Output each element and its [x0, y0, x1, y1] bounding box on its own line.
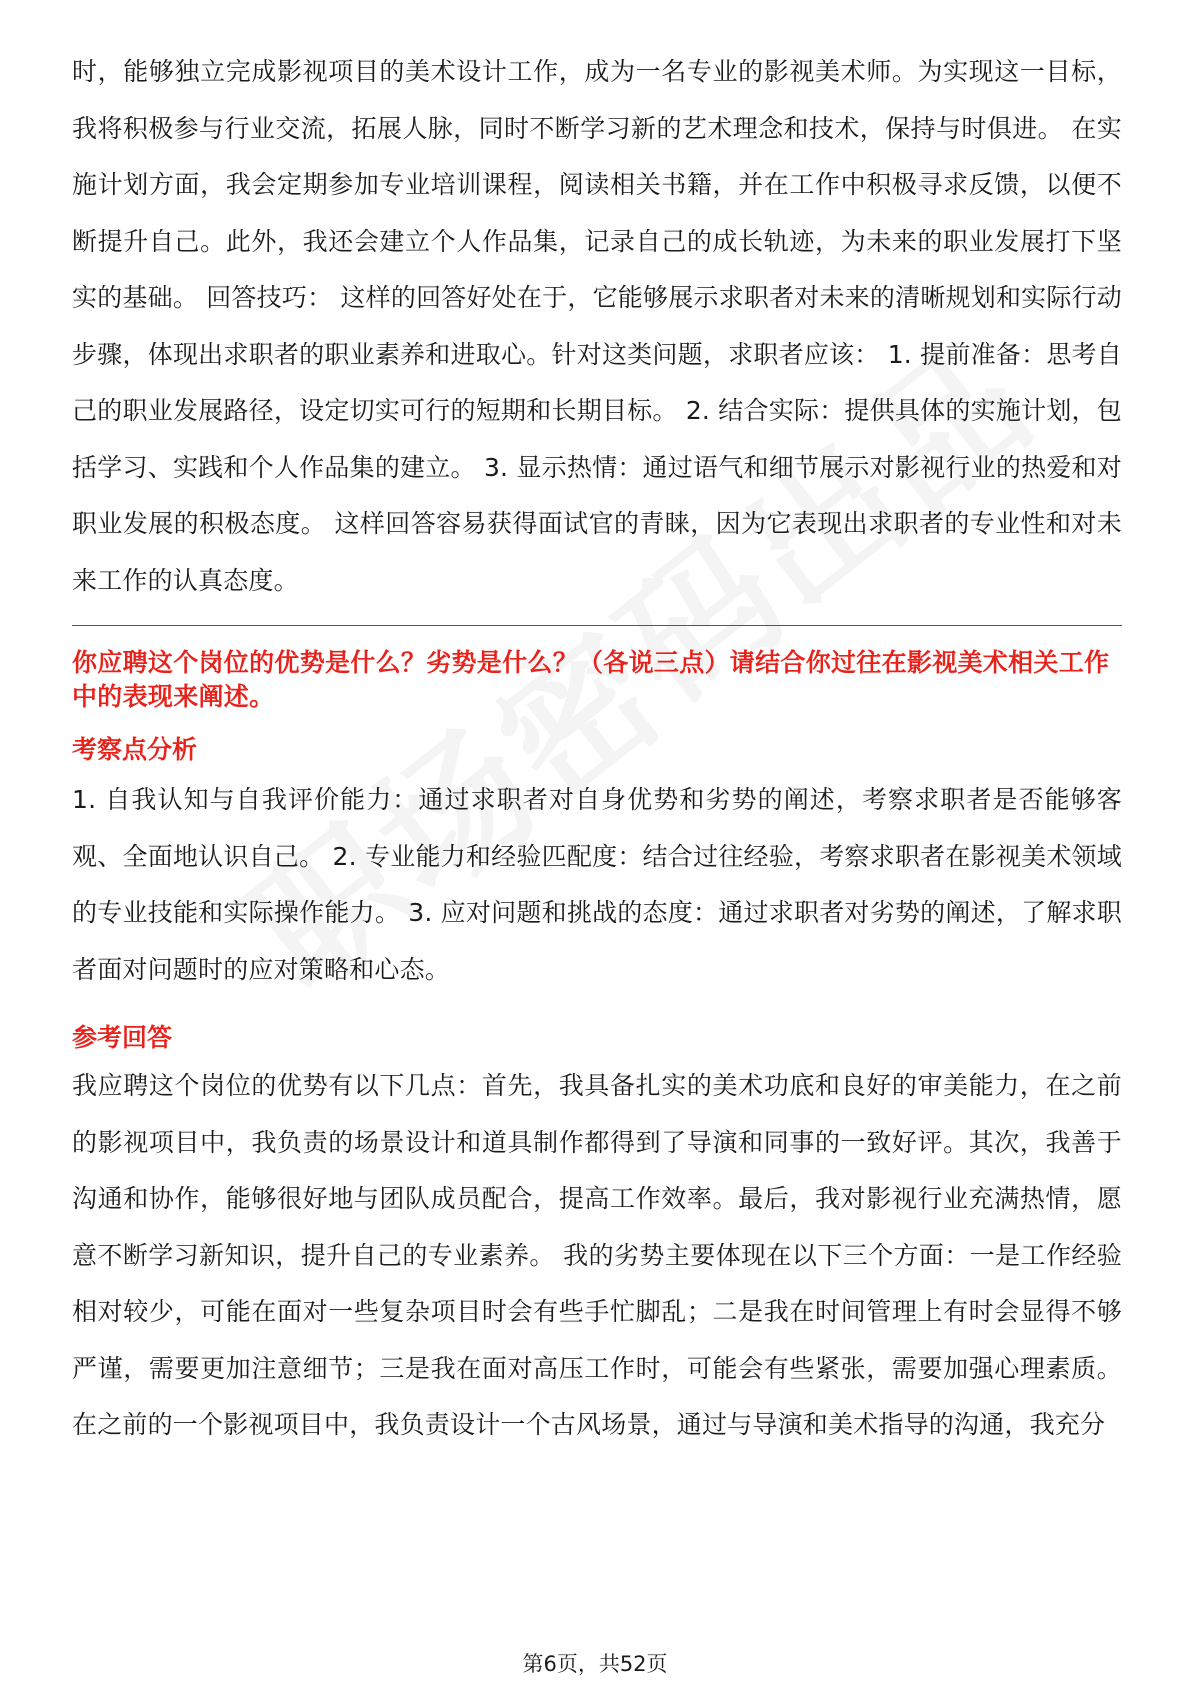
- analysis-heading: 考察点分析: [72, 735, 198, 764]
- answer-paragraph: 我应聘这个岗位的优势有以下几点：首先，我具备扎实的美术功底和良好的审美能力，在之前的影视项目中，我负责的场景设计和道具制作都得到了导演和同事的一致好评。其次，我善于沟通和协作，能够很好地与团队成员配合，提高工作效率。最后，我对影视行业充满热情，愿意不断学习新知识，提升自己的专业素养。 我的劣势主要体现在以下三个方面：一是工作经验相对较少，可能在面对一些复杂项目时会有些手忙脚乱；二是我在时间管理上有时会显得不够严谨，需要更加注意细节；三是我在面对高压工作时，可能会有些紧张，需要加强心理素质。 在之前的一个影视项目中，我负责设计一个古风场景，通过与导演和美术指导的沟通，我充分: [72, 1071, 1122, 1439]
- question-title: 你应聘这个岗位的优势是什么？劣势是什么？（各说三点）请结合你过往在影视美术相关工作中的表现来阐述。: [72, 648, 1110, 711]
- section-divider: [72, 625, 1122, 626]
- answer-heading: 参考回答: [72, 1023, 173, 1052]
- intro-paragraph: 时，能够独立完成影视项目的美术设计工作，成为一名专业的影视美术师。为实现这一目标，我将积极参与行业交流，拓展人脉，同时不断学习新的艺术理念和技术，保持与时俱进。 在实施计划方面，我会定期参加专业培训课程，阅读相关书籍，并在工作中积极寻求反馈，以便不断提升自己。此外，我还会建立个人作品集，记录自己的成长轨迹，为未来的职业发展打下坚实的基础。 回答技巧： 这样的回答好处在于，它能够展示求职者对未来的清晰规划和实际行动步骤，体现出求职者的职业素养和进取心。针对这类问题，求职者应该： 1. 提前准备：思考自己的职业发展路径，设定切实可行的短期和长期目标。 2. 结合实际：提供具体的实施计划，包括学习、实践和个人作品集的建立。 3. 显示热情：通过语气和细节展示对影视行业的热爱和对职业发展的积极态度。 这样回答容易获得面试官的青睐，因为它表现出求职者的专业性和对未来工作的认真态度。: [72, 57, 1122, 595]
- analysis-paragraph: 1. 自我认知与自我评价能力：通过求职者对自身优势和劣势的阐述，考察求职者是否能够客观、全面地认识自己。 2. 专业能力和经验匹配度：结合过往经验，考察求职者在影视美术领域的专业技能和实际操作能力。 3. 应对问题和挑战的态度：通过求职者对劣势的阐述，了解求职者面对问题时的应对策略和心态。: [72, 785, 1122, 984]
- page-number-footer: 第6页，共52页: [522, 1652, 668, 1676]
- page-content: [72, 44, 1122, 1454]
